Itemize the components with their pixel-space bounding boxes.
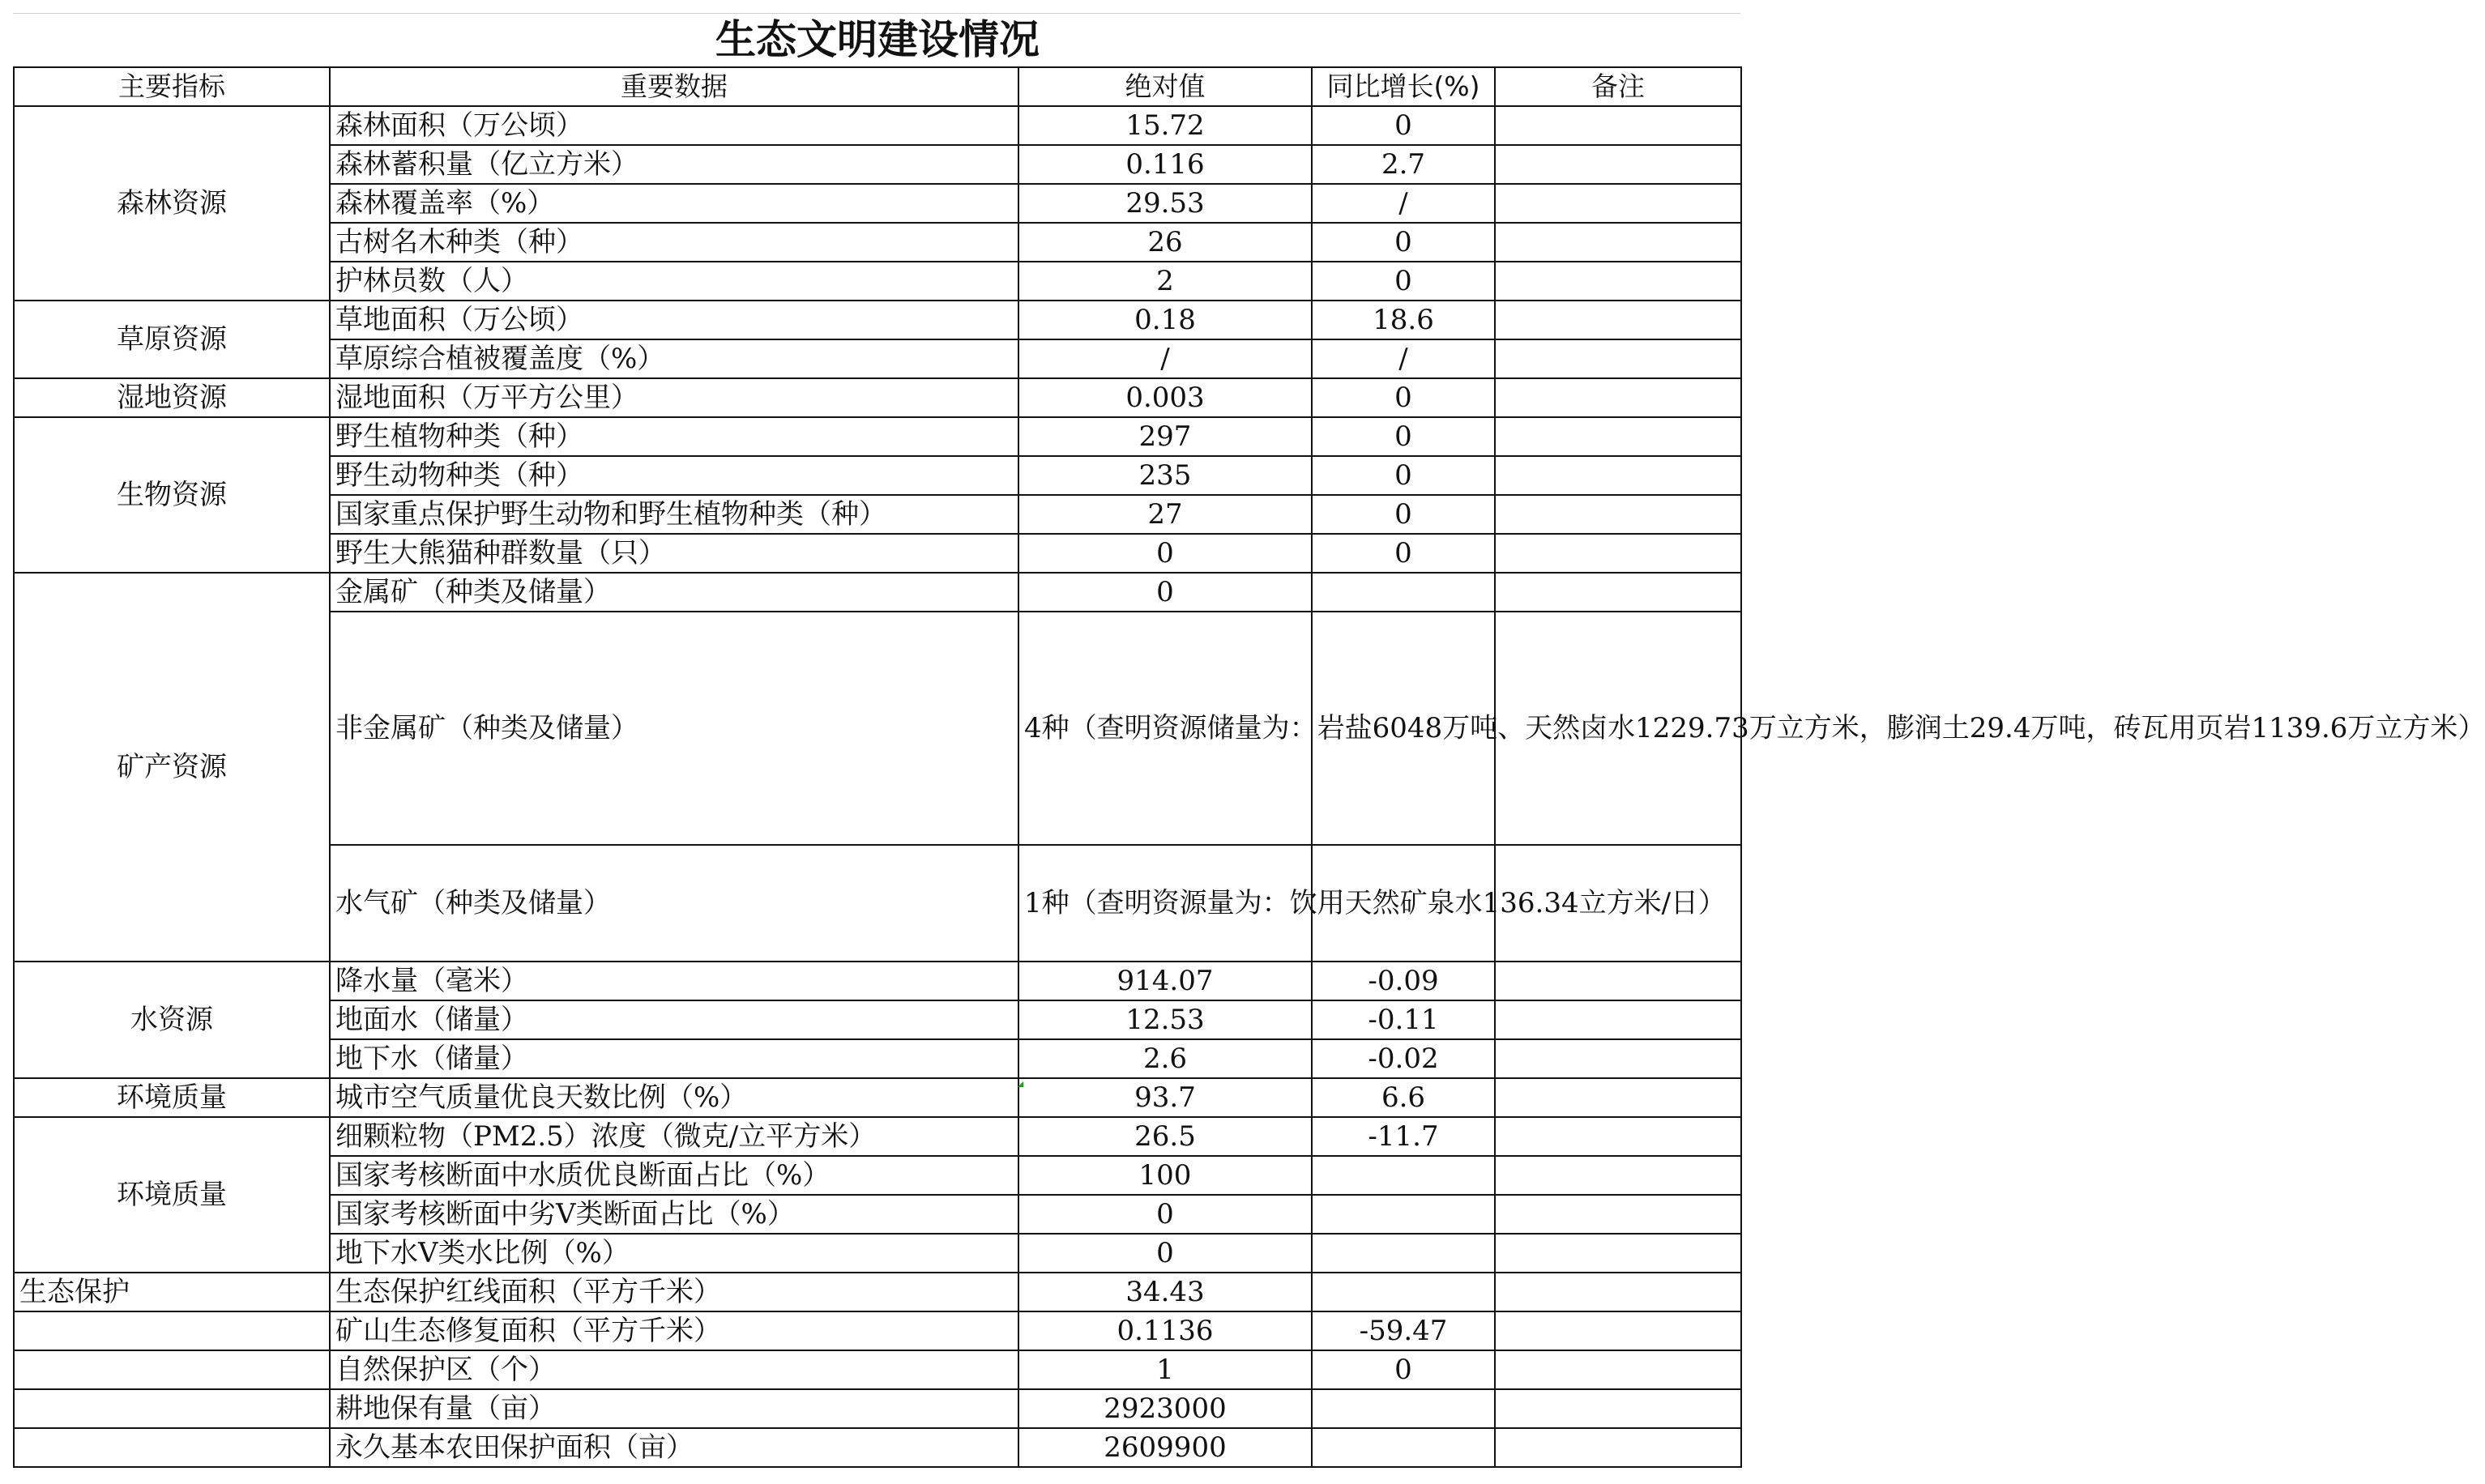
remark-cell[interactable] (1495, 1117, 1741, 1156)
remark-cell[interactable] (1495, 106, 1741, 145)
yoy-cell[interactable]: / (1312, 184, 1495, 223)
table-row (14, 573, 1741, 612)
value-cell[interactable]: 34.43 (1018, 1273, 1312, 1311)
remark-cell[interactable] (1495, 1311, 1741, 1350)
remark-cell[interactable] (1495, 962, 1741, 1000)
value-cell[interactable]: 0.003 (1018, 378, 1312, 417)
yoy-cell[interactable]: 0 (1312, 417, 1495, 456)
ecology-table (13, 13, 2485, 1468)
yoy-cell[interactable] (1312, 1156, 1495, 1195)
yoy-cell[interactable]: 6.6 (1312, 1078, 1495, 1117)
item-cell[interactable]: 地下水V类水比例（%） (330, 1234, 1018, 1273)
remark-cell[interactable] (1495, 1350, 1741, 1389)
item-cell[interactable]: 古树名木种类（种） (330, 223, 1018, 262)
category-cell-empty[interactable] (14, 1350, 330, 1389)
item-cell[interactable]: 国家重点保护野生动物和野生植物种类（种） (330, 495, 1018, 534)
category-mineral[interactable]: 矿产资源 (14, 573, 330, 962)
value-cell[interactable]: 29.53 (1018, 184, 1312, 223)
item-cell[interactable]: 草地面积（万公顷） (330, 301, 1018, 339)
yoy-cell[interactable]: -0.02 (1312, 1039, 1495, 1078)
remark-cell[interactable] (1495, 1428, 1741, 1467)
item-cell[interactable]: 野生动物种类（种） (330, 456, 1018, 495)
yoy-cell[interactable]: 0 (1312, 456, 1495, 495)
category-env-2[interactable]: 环境质量 (14, 1117, 330, 1273)
yoy-cell[interactable]: 0 (1312, 106, 1495, 145)
title-row (14, 13, 1741, 67)
value-cell[interactable]: 235 (1018, 456, 1312, 495)
yoy-cell[interactable]: 0 (1312, 534, 1495, 573)
table-row (14, 1117, 1741, 1156)
item-cell[interactable]: 耕地保有量（亩） (330, 1389, 1018, 1428)
yoy-cell[interactable] (1312, 1428, 1495, 1467)
remark-cell[interactable] (1495, 417, 1741, 456)
remark-cell[interactable] (1495, 1195, 1741, 1234)
value-cell[interactable]: 0.18 (1018, 301, 1312, 339)
remark-cell[interactable] (1495, 456, 1741, 495)
item-cell[interactable]: 非金属矿（种类及储量） (330, 612, 1018, 845)
value-cell[interactable]: 15.72 (1018, 106, 1312, 145)
item-cell[interactable]: 降水量（毫米） (330, 962, 1018, 1000)
yoy-cell[interactable]: -59.47 (1312, 1311, 1495, 1350)
table-row (14, 1311, 1741, 1350)
category-grassland[interactable]: 草原资源 (14, 301, 330, 378)
item-cell[interactable]: 生态保护红线面积（平方千米） (330, 1273, 1018, 1311)
yoy-cell[interactable] (1312, 1273, 1495, 1311)
header-remark[interactable]: 备注 (1495, 67, 1741, 106)
table-row (14, 378, 1741, 417)
table-row (14, 1350, 1741, 1389)
value-cell[interactable]: 0 (1018, 1234, 1312, 1273)
value-cell[interactable]: 1种（查明资源量为：饮用天然矿泉水136.34立方米/日） (1018, 845, 1312, 962)
value-cell[interactable]: 4种（查明资源储量为：岩盐6048万吨、天然卤水1229.73万立方米，膨润土29.4万吨，砖瓦用页岩1139.6万立方米） (1018, 612, 1312, 845)
value-cell[interactable]: 12.53 (1018, 1000, 1312, 1039)
value-cell[interactable]: 100 (1018, 1156, 1312, 1195)
item-cell[interactable]: 地下水（储量） (330, 1039, 1018, 1078)
remark-cell[interactable] (1495, 339, 1741, 378)
item-cell[interactable]: 护林员数（人） (330, 262, 1018, 301)
yoy-cell[interactable]: 0 (1312, 1350, 1495, 1389)
value-cell[interactable]: 0 (1018, 534, 1312, 573)
remark-cell[interactable] (1495, 1078, 1741, 1117)
table-row (14, 1389, 1741, 1428)
value-cell[interactable]: 0.116 (1018, 145, 1312, 184)
category-cell-empty[interactable] (14, 1311, 330, 1350)
table-row (14, 417, 1741, 456)
remark-cell[interactable] (1495, 495, 1741, 534)
remark-cell[interactable] (1495, 223, 1741, 262)
value-cell[interactable]: 0.1136 (1018, 1311, 1312, 1350)
value-cell[interactable]: 27 (1018, 495, 1312, 534)
table-row (14, 962, 1741, 1000)
header-row (14, 67, 1741, 106)
cell-comment-marker (1018, 1081, 1023, 1087)
remark-cell[interactable] (1495, 145, 1741, 184)
item-cell[interactable]: 森林覆盖率（%） (330, 184, 1018, 223)
item-cell[interactable]: 草原综合植被覆盖度（%） (330, 339, 1018, 378)
remark-cell[interactable] (1495, 1156, 1741, 1195)
remark-cell[interactable] (1495, 1273, 1741, 1311)
value-cell[interactable]: 2.6 (1018, 1039, 1312, 1078)
item-cell[interactable]: 金属矿（种类及储量） (330, 573, 1018, 612)
remark-cell[interactable] (1495, 301, 1741, 339)
value-cell[interactable]: 1 (1018, 1350, 1312, 1389)
item-cell[interactable]: 细颗粒物（PM2.5）浓度（微克/立平方米） (330, 1117, 1018, 1156)
sheet-title[interactable]: 生态文明建设情况 (14, 13, 1741, 67)
category-cell-empty[interactable] (14, 1389, 330, 1428)
table-row (14, 1428, 1741, 1467)
remark-cell[interactable] (1495, 534, 1741, 573)
value-cell[interactable]: 26 (1018, 223, 1312, 262)
yoy-cell[interactable]: 0 (1312, 223, 1495, 262)
item-cell[interactable]: 湿地面积（万平方公里） (330, 378, 1018, 417)
item-cell[interactable]: 矿山生态修复面积（平方千米） (330, 1311, 1018, 1350)
item-cell[interactable]: 城市空气质量优良天数比例（%） (330, 1078, 1018, 1117)
item-cell[interactable]: 地面水（储量） (330, 1000, 1018, 1039)
item-cell[interactable]: 永久基本农田保护面积（亩） (330, 1428, 1018, 1467)
header-indicator[interactable]: 主要指标 (14, 67, 330, 106)
category-cell-empty[interactable] (14, 1428, 330, 1467)
yoy-cell[interactable] (1312, 1195, 1495, 1234)
value-cell[interactable]: 93.7 (1018, 1078, 1312, 1117)
yoy-cell[interactable]: -0.09 (1312, 962, 1495, 1000)
yoy-cell[interactable] (1312, 573, 1495, 612)
item-cell[interactable]: 森林面积（万公顷） (330, 106, 1018, 145)
table-row (14, 301, 1741, 339)
header-data[interactable]: 重要数据 (330, 67, 1018, 106)
table-row (14, 1273, 1741, 1311)
value-cell[interactable]: 2923000 (1018, 1389, 1312, 1428)
value-cell[interactable]: / (1018, 339, 1312, 378)
value-cell[interactable]: 914.07 (1018, 962, 1312, 1000)
header-absolute[interactable]: 绝对值 (1018, 67, 1312, 106)
remark-cell[interactable] (1495, 262, 1741, 301)
item-cell[interactable]: 野生大熊猫种群数量（只） (330, 534, 1018, 573)
yoy-cell[interactable]: 0 (1312, 378, 1495, 417)
yoy-cell[interactable] (1312, 1389, 1495, 1428)
value-cell[interactable]: 0 (1018, 1195, 1312, 1234)
yoy-cell[interactable]: -11.7 (1312, 1117, 1495, 1156)
category-water[interactable]: 水资源 (14, 962, 330, 1078)
item-cell[interactable]: 国家考核断面中水质优良断面占比（%） (330, 1156, 1018, 1195)
remark-cell[interactable] (1495, 1234, 1741, 1273)
remark-cell[interactable] (1495, 1000, 1741, 1039)
yoy-cell[interactable]: -0.11 (1312, 1000, 1495, 1039)
yoy-cell[interactable]: 18.6 (1312, 301, 1495, 339)
item-cell[interactable]: 国家考核断面中劣V类断面占比（%） (330, 1195, 1018, 1234)
item-cell[interactable]: 森林蓄积量（亿立方米） (330, 145, 1018, 184)
category-bio[interactable]: 生物资源 (14, 417, 330, 573)
item-cell[interactable]: 野生植物种类（种） (330, 417, 1018, 456)
category-env-1[interactable]: 环境质量 (14, 1078, 330, 1117)
value-cell[interactable]: 0 (1018, 573, 1312, 612)
remark-cell[interactable] (1495, 1389, 1741, 1428)
yoy-cell[interactable]: 2.7 (1312, 145, 1495, 184)
remark-cell[interactable] (1495, 573, 1741, 612)
yoy-cell[interactable] (1312, 1234, 1495, 1273)
item-cell[interactable]: 自然保护区（个） (330, 1350, 1018, 1389)
yoy-cell[interactable]: / (1312, 339, 1495, 378)
category-forest[interactable]: 森林资源 (14, 106, 330, 301)
value-cell[interactable]: 297 (1018, 417, 1312, 456)
table-row (14, 106, 1741, 145)
value-cell[interactable]: 2 (1018, 262, 1312, 301)
yoy-cell[interactable]: 0 (1312, 262, 1495, 301)
remark-cell[interactable] (1495, 1039, 1741, 1078)
table-row (14, 1078, 1741, 1117)
item-cell[interactable]: 水气矿（种类及储量） (330, 845, 1018, 962)
category-eco[interactable]: 生态保护 (14, 1273, 330, 1311)
yoy-cell[interactable]: 0 (1312, 495, 1495, 534)
value-cell[interactable]: 26.5 (1018, 1117, 1312, 1156)
remark-cell[interactable] (1495, 378, 1741, 417)
category-wetland[interactable]: 湿地资源 (14, 378, 330, 417)
value-cell[interactable]: 2609900 (1018, 1428, 1312, 1467)
header-yoy[interactable]: 同比增长(%) (1312, 67, 1495, 106)
remark-cell[interactable] (1495, 184, 1741, 223)
